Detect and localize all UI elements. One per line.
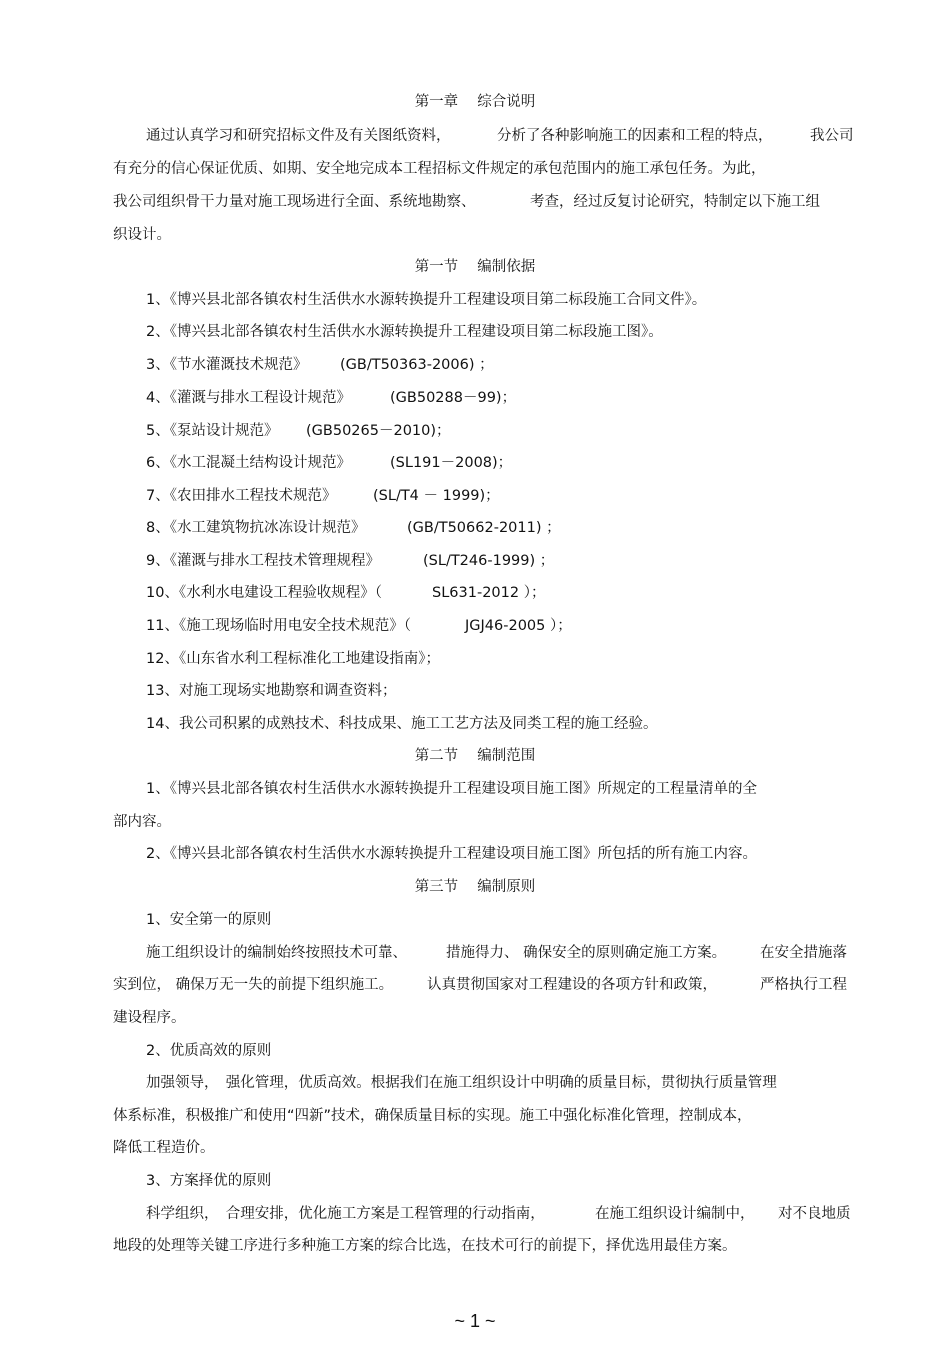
basis-item-8-code: (GB/T50662-2011) ； (407, 520, 561, 536)
basis-item-4-name: 4、《灌溉与排水工程设计规范》 (146, 390, 351, 406)
principle-2-text-c: 降低工程造价。 (113, 1140, 215, 1156)
principle-3-text-b: 在施工组织设计编制中， (595, 1206, 755, 1222)
intro-text-f: 考查，经过反复讨论研究，特制定以下施工组 (530, 194, 820, 210)
basis-item-9-code: (SL/T246-1999) ； (423, 553, 555, 569)
intro-text-b: 分析了各种影响施工的因素和工程的特点， (497, 128, 773, 144)
section-2-title: 第二节 编制范围 (414, 748, 536, 764)
intro-text-g: 织设计。 (113, 227, 171, 243)
intro-text-e: 我公司组织骨干力量对施工现场进行全面、系统地勘察、 (113, 194, 476, 210)
principle-2-text-a: 加强领导， 强化管理，优质高效。根据我们在施工组织设计中明确的质量目标，贯彻执行质量管理 (146, 1075, 777, 1091)
basis-item-6-name: 6、《水工混凝土结构设计规范》 (146, 455, 351, 471)
basis-item-7-name: 7、《农田排水工程技术规范》 (146, 488, 337, 504)
basis-item-14-text: 14、我公司积累的成熟技术、科技成果、施工工艺方法及同类工程的施工经验。 (146, 716, 658, 732)
principle-1-text-g: 建设程序。 (113, 1010, 186, 1026)
principle-1-text-e: 认真贯彻国家对工程建设的各项方针和政策， (427, 977, 717, 993)
basis-item-3-name: 3、《节水灌溉技术规范》 (146, 357, 308, 373)
principle-1-text-a: 施工组织设计的编制始终按照技术可靠、 (146, 945, 407, 961)
principle-1-text-b: 措施得力、 确保安全的原则确定施工方案。 (446, 945, 727, 961)
basis-item-3-code: (GB/T50363-2006) ； (340, 357, 494, 373)
page-number: ~ 1 ~ (454, 1311, 496, 1331)
section-1-title: 第一节 编制依据 (414, 259, 536, 275)
section-3-title: 第三节 编制原则 (414, 879, 536, 895)
scope-item-1-text: 1、《博兴县北部各镇农村生活供水水源转换提升工程建设项目施工图》所规定的工程量清单的全 (146, 781, 757, 797)
basis-item-13-text: 13、对施工现场实地勘察和调查资料； (146, 683, 397, 699)
basis-item-11-name: 11、《施工现场临时用电安全技术规范》（ (146, 618, 411, 634)
intro-text-c: 我公司 (810, 128, 854, 144)
basis-item-4-code: (GB50288－99)； (390, 390, 517, 406)
principle-3-text-a: 科学组织， 合理安排，优化施工方案是工程管理的行动指南， (146, 1206, 545, 1222)
principle-3-text-c: 对不良地质 (778, 1206, 851, 1222)
scope-item-1-cont-text: 部内容。 (113, 814, 171, 830)
basis-item-6-code: (SL191－2008)； (390, 455, 513, 471)
principle-1-text-f: 严格执行工程 (760, 977, 847, 993)
chapter-title: 第一章 综合说明 (414, 94, 536, 110)
principle-1-title-text: 1、安全第一的原则 (146, 912, 272, 928)
basis-item-9-name: 9、《灌溉与排水工程技术管理规程》 (146, 553, 380, 569)
basis-item-7-code: (SL/T4 － 1999)； (373, 488, 500, 504)
principle-1-text-d: 实到位， 确保万无一失的前提下组织施工。 (113, 977, 394, 993)
scope-item-2-text: 2、《博兴县北部各镇农村生活供水水源转换提升工程建设项目施工图》所包括的所有施工内容。 (146, 846, 757, 862)
basis-item-5-code: (GB50265－2010)； (306, 423, 451, 439)
basis-item-10-name: 10、《水利水电建设工程验收规程》（ (146, 585, 382, 601)
principle-2-title-text: 2、优质高效的原则 (146, 1043, 272, 1059)
intro-text-a: 通过认真学习和研究招标文件及有关图纸资料， (146, 128, 451, 144)
basis-item-10-code: SL631-2012 ）； (432, 585, 546, 601)
basis-item-11-code: JGJ46-2005 ）； (465, 618, 572, 634)
basis-item-1-text: 1、《博兴县北部各镇农村生活供水水源转换提升工程建设项目第二标段施工合同文件》。 (146, 292, 707, 308)
basis-item-8-name: 8、《水工建筑物抗冰冻设计规范》 (146, 520, 366, 536)
basis-item-5-name: 5、《泵站设计规范》 (146, 423, 279, 439)
principle-3-text-d: 地段的处理等关键工序进行多种施工方案的综合比选，在技术可行的前提下，择优选用最佳方案。 (113, 1238, 737, 1254)
principle-3-title-text: 3、方案择优的原则 (146, 1173, 272, 1189)
basis-item-2-text: 2、《博兴县北部各镇农村生活供水水源转换提升工程建设项目第二标段施工图》。 (146, 324, 663, 340)
intro-text-d: 有充分的信心保证优质、如期、安全地完成本工程招标文件规定的承包范围内的施工承包任务。为此， (113, 161, 766, 177)
principle-1-text-c: 在安全措施落 (760, 945, 847, 961)
basis-item-12-text: 12、《山东省水利工程标准化工地建设指南》； (146, 651, 440, 667)
principle-2-text-b: 体系标准，积极推广和使用“四新”技术，确保质量目标的实现。施工中强化标准化管理，控制成本， (113, 1108, 752, 1124)
